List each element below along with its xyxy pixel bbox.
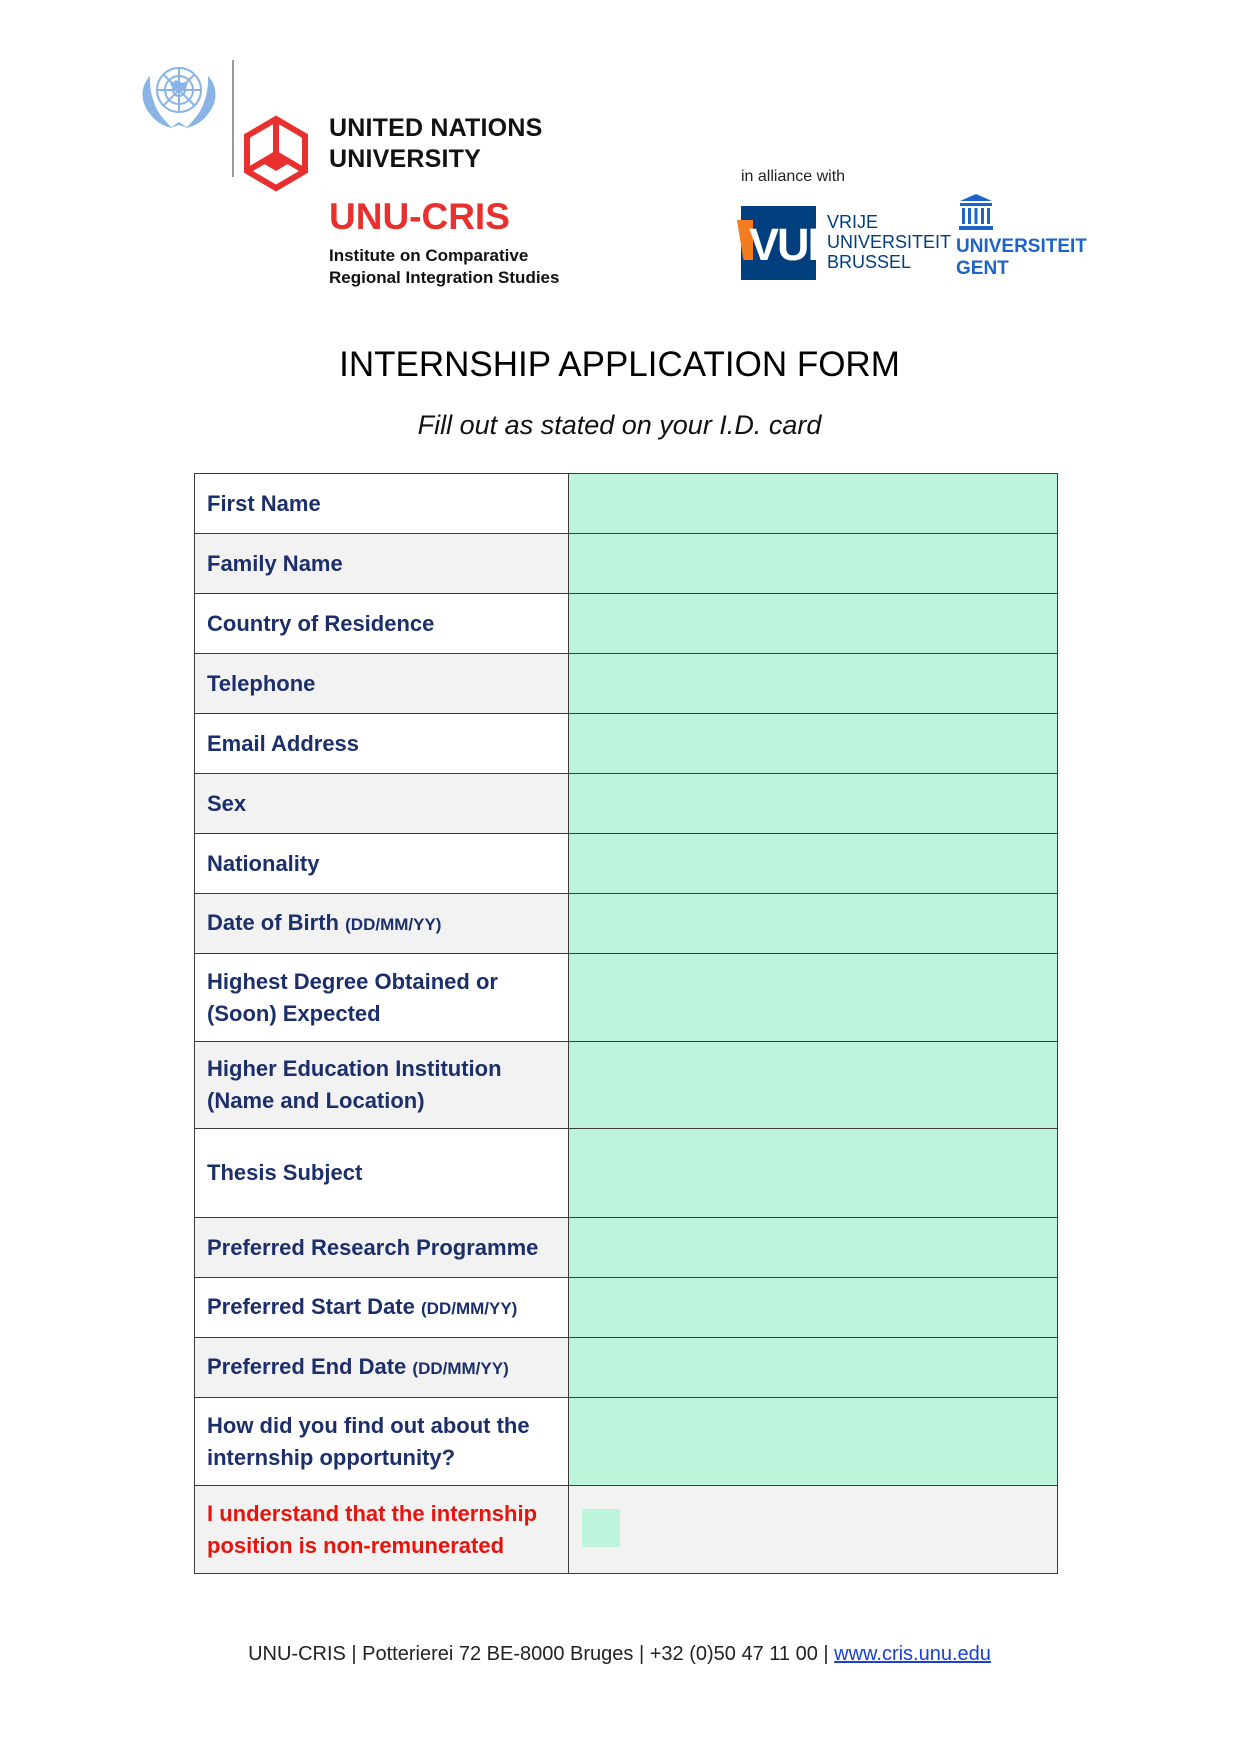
form-row-date-of-birth bbox=[195, 894, 1057, 954]
form-row-how-found bbox=[195, 1398, 1057, 1486]
unit-full-name: Institute on Comparative Regional Integration Studies bbox=[329, 246, 560, 287]
field-label: Preferred Research Programme bbox=[195, 1218, 569, 1277]
field-label: First Name bbox=[195, 474, 569, 533]
vub-logo-letters: VUB bbox=[749, 219, 839, 270]
thesis-subject-field[interactable] bbox=[569, 1129, 1057, 1217]
field-label: Preferred Start Date (DD/MM/YY) bbox=[195, 1278, 569, 1337]
first-name-field[interactable] bbox=[569, 474, 1057, 533]
field-label: Nationality bbox=[195, 834, 569, 893]
page-title: INTERNSHIP APPLICATION FORM bbox=[339, 345, 900, 384]
sex-field[interactable] bbox=[569, 774, 1057, 833]
application-form-table bbox=[194, 473, 1058, 1574]
form-row-institution bbox=[195, 1042, 1057, 1129]
form-row-start-date bbox=[195, 1278, 1057, 1338]
form-row-highest-degree bbox=[195, 954, 1057, 1042]
preferred-research-programme-field[interactable] bbox=[569, 1218, 1057, 1277]
footer-website-link[interactable]: www.cris.unu.edu bbox=[834, 1643, 991, 1665]
checkbox-cell bbox=[569, 1486, 1057, 1573]
field-label: Highest Degree Obtained or (Soon) Expected bbox=[195, 954, 569, 1041]
vub-logo bbox=[741, 206, 839, 280]
date-format-note: (DD/MM/YY) bbox=[412, 1358, 509, 1378]
country-of-residence-field[interactable] bbox=[569, 594, 1057, 653]
form-row-thesis-subject bbox=[195, 1129, 1057, 1218]
date-format-note: (DD/MM/YY) bbox=[421, 1298, 518, 1318]
preferred-start-date-field[interactable] bbox=[569, 1278, 1057, 1337]
preferred-end-date-field[interactable] bbox=[569, 1338, 1057, 1397]
field-label: Date of Birth (DD/MM/YY) bbox=[195, 894, 569, 953]
form-row-research-programme bbox=[195, 1218, 1057, 1278]
field-label: Telephone bbox=[195, 654, 569, 713]
email-address-field[interactable] bbox=[569, 714, 1057, 773]
ugent-building-icon bbox=[958, 193, 994, 231]
form-row-telephone bbox=[195, 654, 1057, 714]
non-remunerated-checkbox[interactable] bbox=[582, 1509, 620, 1547]
field-label: Thesis Subject bbox=[195, 1129, 569, 1217]
footer-address: UNU-CRIS | Potterierei 72 BE-8000 Bruges | +32 (0)50 47 11 00 | bbox=[248, 1643, 835, 1665]
form-row-first-name bbox=[195, 474, 1057, 534]
nationality-field[interactable] bbox=[569, 834, 1057, 893]
un-emblem-icon bbox=[136, 56, 222, 130]
unit-name: UNU-CRIS bbox=[329, 196, 510, 237]
form-row-non-remunerated bbox=[195, 1486, 1057, 1574]
unu-logo-icon bbox=[241, 114, 311, 193]
highest-degree-field[interactable] bbox=[569, 954, 1057, 1041]
how-did-you-find-out-field[interactable] bbox=[569, 1398, 1057, 1485]
ugent-name: UNIVERSITEIT GENT bbox=[956, 236, 1087, 279]
page-subtitle: Fill out as stated on your I.D. card bbox=[417, 410, 822, 440]
org-name: UNITED NATIONS UNIVERSITY bbox=[329, 114, 543, 173]
date-of-birth-field[interactable] bbox=[569, 894, 1057, 953]
form-row-country bbox=[195, 594, 1057, 654]
field-label: Higher Education Institution (Name and Location) bbox=[195, 1042, 569, 1128]
field-label: Family Name bbox=[195, 534, 569, 593]
non-remunerated-label: I understand that the internship position is non-remunerated bbox=[195, 1486, 569, 1573]
form-row-nationality bbox=[195, 834, 1057, 894]
higher-education-institution-field[interactable] bbox=[569, 1042, 1057, 1128]
field-label: Country of Residence bbox=[195, 594, 569, 653]
footer bbox=[0, 1641, 1239, 1667]
date-format-note: (DD/MM/YY) bbox=[345, 914, 442, 934]
header-divider bbox=[232, 60, 234, 177]
field-label: How did you find out about the internship opportunity? bbox=[195, 1398, 569, 1485]
form-row-end-date bbox=[195, 1338, 1057, 1398]
form-row-family-name bbox=[195, 534, 1057, 594]
field-label: Sex bbox=[195, 774, 569, 833]
form-row-sex bbox=[195, 774, 1057, 834]
vub-name: VRIJE UNIVERSITEIT BRUSSEL bbox=[827, 212, 952, 272]
family-name-field[interactable] bbox=[569, 534, 1057, 593]
field-label: Email Address bbox=[195, 714, 569, 773]
telephone-field[interactable] bbox=[569, 654, 1057, 713]
field-label: Preferred End Date (DD/MM/YY) bbox=[195, 1338, 569, 1397]
form-row-email bbox=[195, 714, 1057, 774]
alliance-text: in alliance with bbox=[741, 168, 846, 185]
